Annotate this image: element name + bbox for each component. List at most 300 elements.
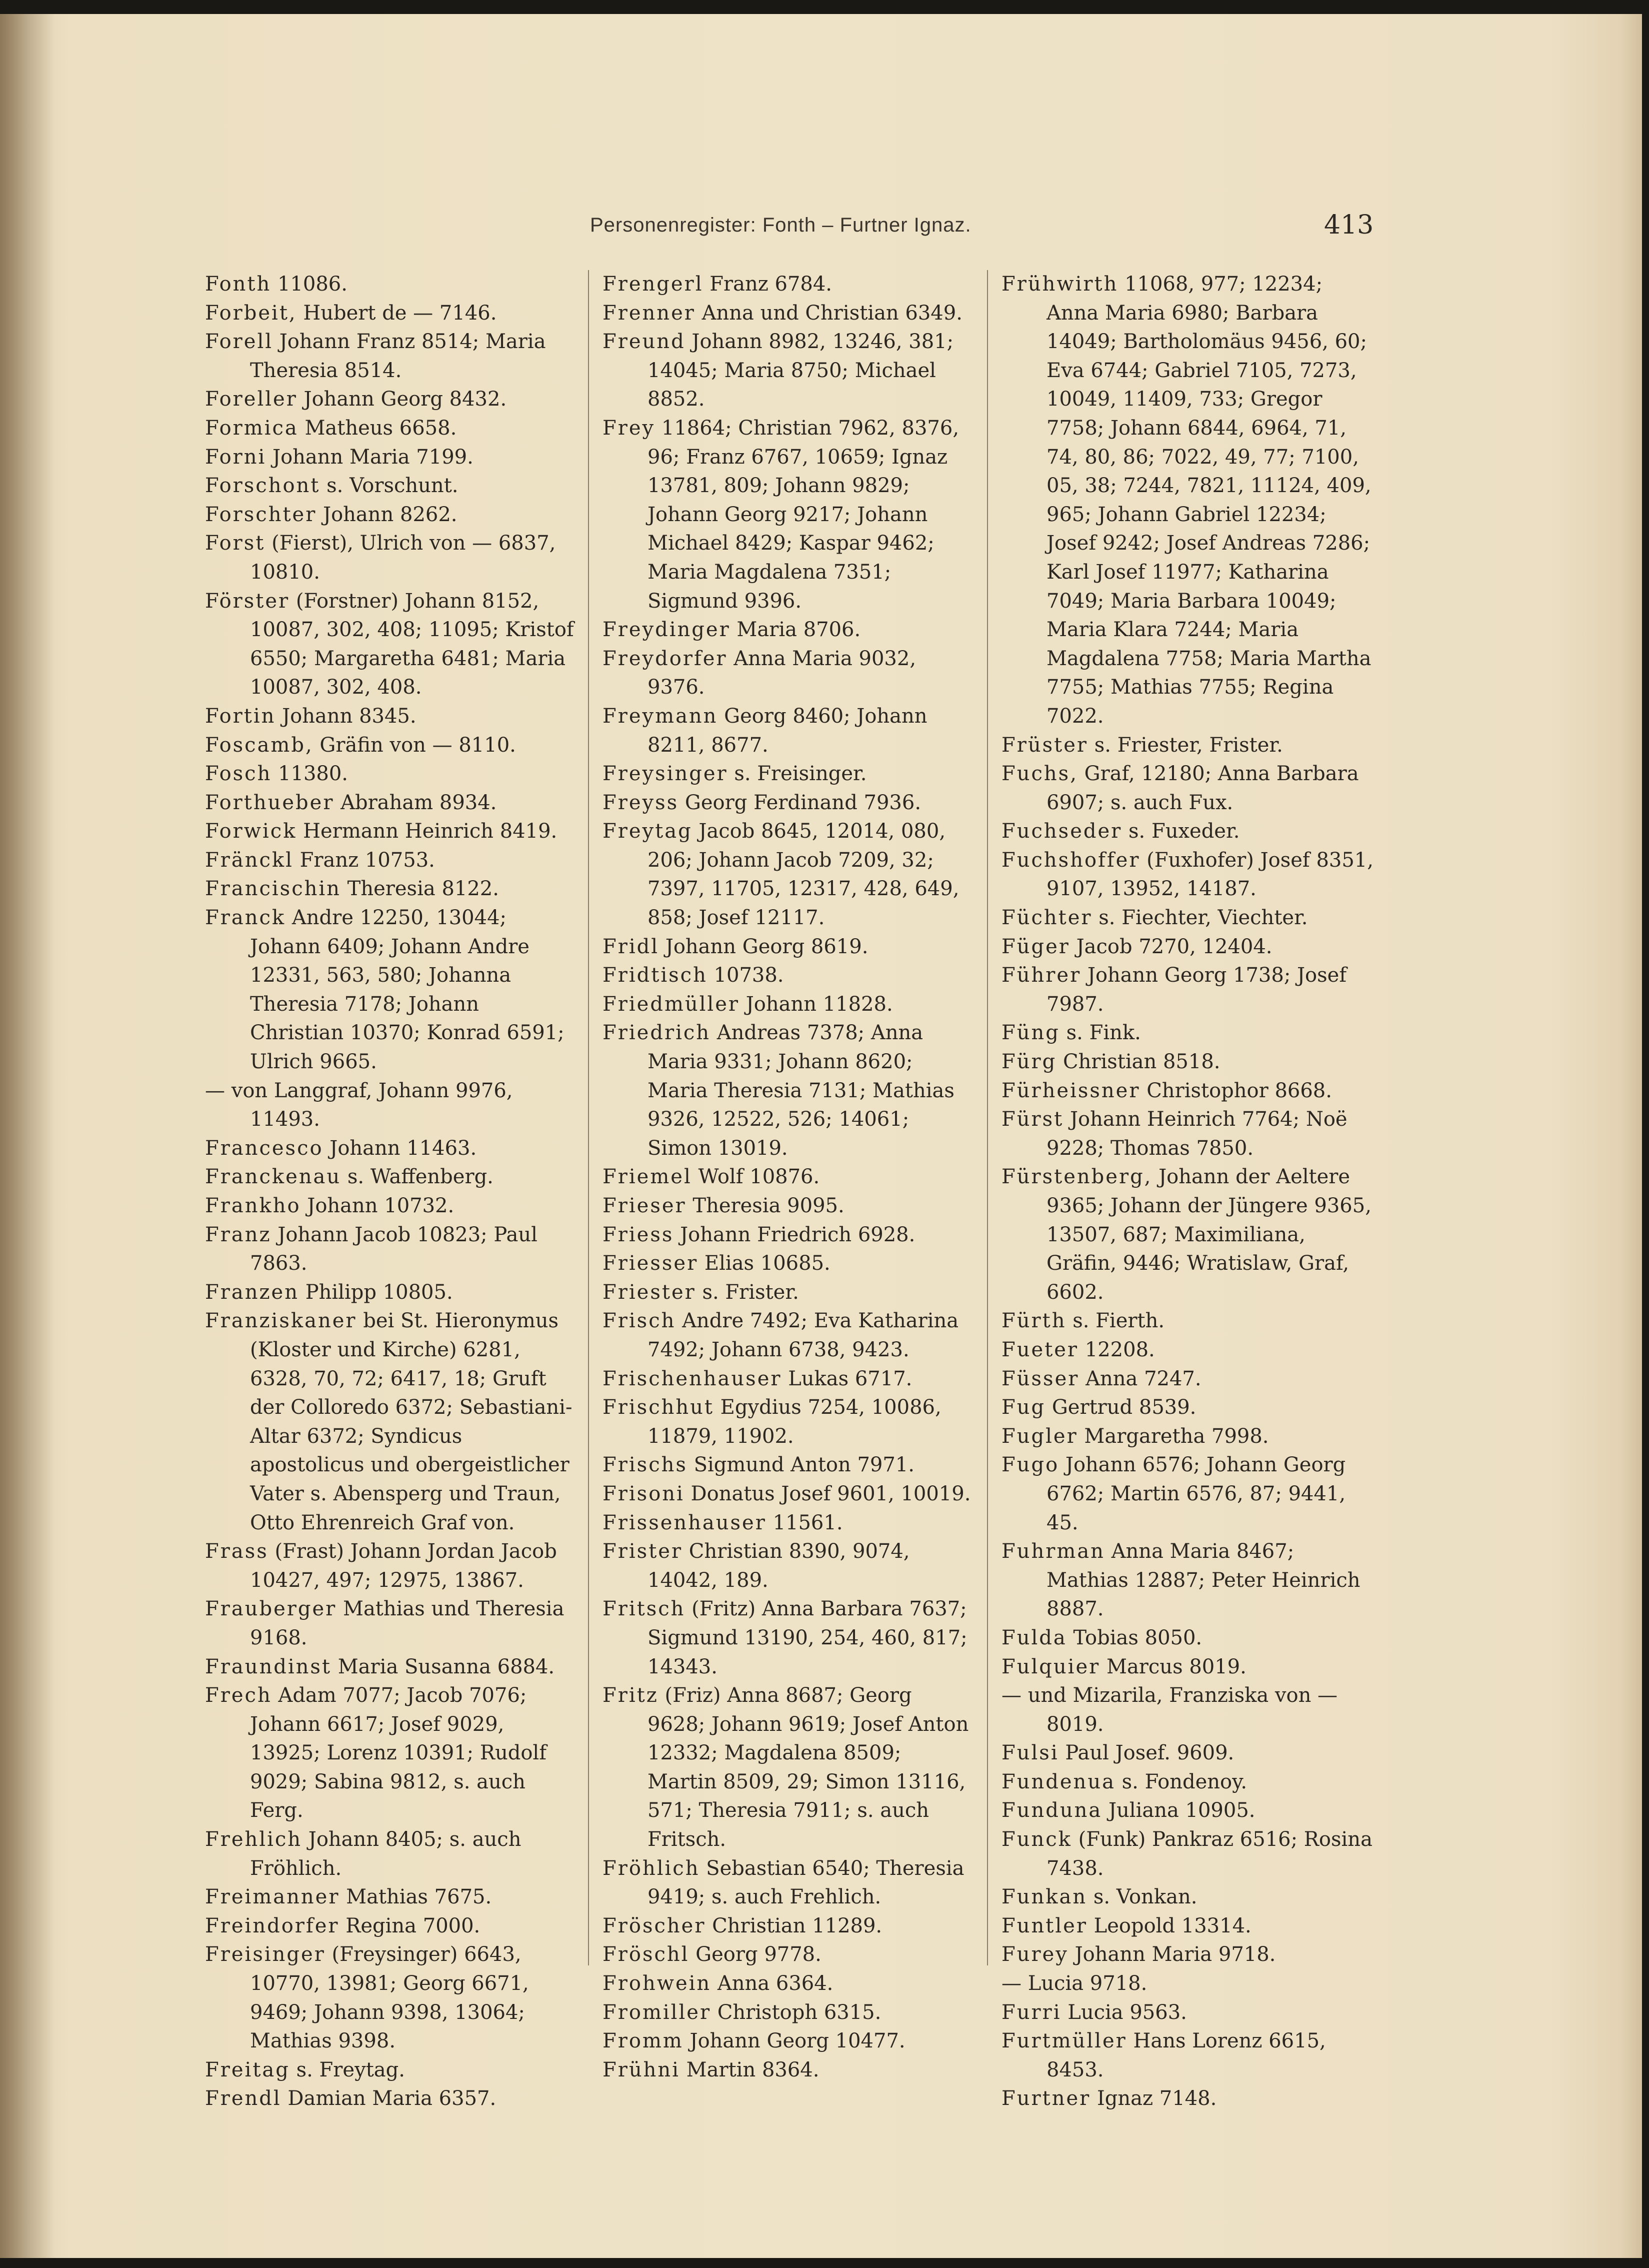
binding-shadow xyxy=(0,0,55,2268)
entry-text: Christophor 8668. xyxy=(1140,1079,1332,1102)
index-entry xyxy=(602,1940,975,1969)
index-entry xyxy=(1002,1451,1374,1537)
entry-headword: Fröschl xyxy=(602,1943,690,1966)
entry-text: Paul Josef. 9609. xyxy=(1058,1741,1234,1765)
index-entry xyxy=(602,760,975,789)
index-entry xyxy=(602,414,975,616)
entry-headword: Fromiller xyxy=(602,2000,712,2024)
index-entry xyxy=(1002,1739,1374,1768)
index-entry xyxy=(602,1912,975,1941)
entry-headword: Frankho xyxy=(205,1194,301,1217)
entry-headword: Freymann xyxy=(602,704,718,728)
index-entry xyxy=(602,616,975,645)
index-entry xyxy=(205,1595,575,1652)
index-entry xyxy=(602,1537,975,1595)
column-divider-2 xyxy=(987,270,988,1965)
entry-text: 11561. xyxy=(766,1511,843,1534)
index-entry xyxy=(205,846,575,875)
index-entry xyxy=(1002,1883,1374,1912)
index-entry xyxy=(602,1393,975,1451)
entry-text: Johann Georg 10477. xyxy=(683,2029,906,2053)
index-entry xyxy=(602,1192,975,1221)
entry-headword: Fortin xyxy=(205,704,276,728)
entry-text: Theresia 9095. xyxy=(686,1194,844,1217)
entry-headword: Francesco xyxy=(205,1136,324,1160)
index-entry xyxy=(205,2056,575,2085)
entry-text: s. Fiechter, Viechter. xyxy=(1092,906,1308,930)
entry-headword: Forthueber xyxy=(205,791,334,814)
entry-headword: Francischin xyxy=(205,877,341,901)
entry-headword: Frissenhauser xyxy=(602,1511,766,1534)
entry-text: — Lucia 9718. xyxy=(1002,1972,1148,1995)
entry-text: Johann 8405; s. auch Fröhlich. xyxy=(250,1828,522,1880)
entry-text: (Forstner) Johann 8152, 10087, 302, 408; 11095; Kristof 6550; Margaretha 6481; Maria 10087, 302, 408. xyxy=(250,589,574,699)
index-entry xyxy=(602,789,975,818)
entry-text: s. Waffenberg. xyxy=(341,1165,494,1189)
entry-text: Juliana 10905. xyxy=(1102,1799,1256,1822)
entry-text: Adam 7077; Jacob 7076; Johann 6617; Josef 9029, 13925; Lorenz 10391; Rudolf 9029; Sabina 9812, s. auch Ferg. xyxy=(250,1684,547,1822)
entry-headword: Franckenau xyxy=(205,1165,342,1189)
entry-headword: Freydorfer xyxy=(602,647,728,670)
entry-headword: Frengerl xyxy=(602,273,704,296)
entry-text: Gräfin von — 8110. xyxy=(313,733,516,757)
entry-headword: Förster xyxy=(205,589,290,613)
index-entry xyxy=(602,1509,975,1538)
entry-text: Anna und Christian 6349. xyxy=(695,301,962,325)
entry-text: Lukas 6717. xyxy=(782,1367,912,1390)
entry-text: Johann Maria 9718. xyxy=(1068,1943,1276,1966)
index-entry xyxy=(205,414,575,443)
index-entry xyxy=(1002,904,1374,933)
entry-text: s. Fink. xyxy=(1060,1021,1141,1045)
entry-text: 10738. xyxy=(707,964,784,987)
index-entry xyxy=(1002,817,1374,846)
index-entry xyxy=(205,1681,575,1825)
entry-text: Ignaz 7148. xyxy=(1090,2087,1217,2110)
entry-text: — und Mizarila, Franziska von — 8019. xyxy=(1002,1684,1338,1736)
entry-text: Mathias und Theresia 9168. xyxy=(250,1597,564,1649)
running-header: Personenregister: Fonth – Furtner Ignaz. xyxy=(590,214,972,236)
entry-text: Christian 8518. xyxy=(1056,1050,1220,1074)
index-entry xyxy=(602,1595,975,1681)
entry-headword: Fridl xyxy=(602,935,660,958)
entry-text: Martin 8364. xyxy=(680,2058,820,2081)
scan-edge-right xyxy=(1642,0,1649,2268)
entry-headword: Furtmüller xyxy=(1002,2029,1127,2053)
entry-text: (Fritz) Anna Barbara 7637; Sigmund 13190, 254, 460, 817; 14343. xyxy=(648,1597,968,1678)
entry-text: Marcus 8019. xyxy=(1100,1655,1246,1678)
entry-headword: Frohwein xyxy=(602,1972,712,1995)
entry-text: 11086. xyxy=(271,273,348,296)
index-entry xyxy=(602,645,975,702)
entry-text: Lucia 9563. xyxy=(1061,2000,1187,2024)
index-entry xyxy=(602,1249,975,1278)
entry-text: Johann Georg 8432. xyxy=(297,388,507,411)
index-column-3 xyxy=(1002,270,1374,2113)
index-entry xyxy=(1002,1768,1374,1797)
entry-text: s. Fondenoy. xyxy=(1115,1770,1248,1793)
index-entry xyxy=(1002,1653,1374,1682)
index-entry xyxy=(1002,1163,1374,1307)
index-entry xyxy=(205,731,575,760)
entry-text: Johann 8345. xyxy=(276,704,416,728)
entry-text: s. Friester, Frister. xyxy=(1088,733,1283,757)
index-entry xyxy=(1002,1681,1374,1739)
scan-edge-bottom xyxy=(0,2258,1649,2268)
entry-text: Theresia 8122. xyxy=(340,877,499,901)
entry-text: Sigmund Anton 7971. xyxy=(687,1453,914,1477)
index-entry xyxy=(1002,760,1374,817)
index-entry xyxy=(602,270,975,299)
index-entry xyxy=(205,1883,575,1912)
entry-text: Anna 7247. xyxy=(1079,1367,1202,1390)
entry-text: Egydius 7254, 10086, 11879, 11902. xyxy=(648,1396,942,1448)
entry-text: Andre 7492; Eva Katharina 7492; Johann 6738, 9423. xyxy=(648,1309,959,1361)
index-entry xyxy=(205,529,575,587)
index-entry xyxy=(205,789,575,818)
entry-text: Johann 8982, 13246, 381; 14045; Maria 8750; Michael 8852. xyxy=(648,330,954,411)
index-entry xyxy=(205,702,575,731)
entry-headword: Funck xyxy=(1002,1828,1072,1851)
entry-headword: Fritsch xyxy=(602,1597,686,1621)
entry-headword: Frenner xyxy=(602,301,696,325)
entry-headword: Fugo xyxy=(1002,1453,1060,1477)
index-entry xyxy=(1002,2027,1374,2084)
index-entry xyxy=(1002,1336,1374,1365)
entry-headword: Fug xyxy=(1002,1396,1046,1419)
entry-text: s. Vonkan. xyxy=(1087,1885,1198,1909)
index-entry xyxy=(602,817,975,932)
index-entry xyxy=(602,1480,975,1509)
entry-headword: Forell xyxy=(205,330,274,354)
entry-headword: Furri xyxy=(1002,2000,1062,2024)
entry-headword: Fröscher xyxy=(602,1914,706,1937)
index-entry xyxy=(1002,1998,1374,2027)
entry-headword: Franck xyxy=(205,906,286,930)
index-entry xyxy=(205,587,575,702)
entry-headword: Fürth xyxy=(1002,1309,1066,1333)
entry-headword: Friester xyxy=(602,1280,696,1304)
entry-headword: Fuchshoffer xyxy=(1002,848,1140,872)
index-entry xyxy=(1002,1422,1374,1451)
index-column-1 xyxy=(205,270,575,2113)
entry-text: Graf, 12180; Anna Barbara 6907; s. auch Fux. xyxy=(1046,762,1359,814)
entry-text: Margaretha 7998. xyxy=(1078,1424,1269,1448)
entry-headword: Furtner xyxy=(1002,2087,1091,2110)
index-entry xyxy=(205,1307,575,1537)
entry-text: Anna Maria 9032, 9376. xyxy=(648,647,916,699)
entry-text: Elias 10685. xyxy=(698,1252,830,1275)
index-entry xyxy=(602,1019,975,1163)
entry-text: — von Langgraf, Johann 9976, 11493. xyxy=(205,1079,513,1131)
entry-text: s. Fierth. xyxy=(1066,1309,1165,1333)
entry-headword: Fulda xyxy=(1002,1626,1067,1649)
entry-headword: Frischs xyxy=(602,1453,688,1477)
entry-headword: Fridtisch xyxy=(602,964,708,987)
entry-text: Johann 10732. xyxy=(300,1194,454,1217)
index-entry xyxy=(205,270,575,299)
entry-text: Damian Maria 6357. xyxy=(281,2087,496,2110)
index-entry xyxy=(205,760,575,789)
entry-text: Wolf 10876. xyxy=(692,1165,820,1189)
entry-headword: Fritz xyxy=(602,1684,658,1707)
index-entry xyxy=(205,1912,575,1941)
entry-headword: Freysinger xyxy=(602,762,728,786)
entry-text: Sebastian 6540; Theresia 9419; s. auch Frehlich. xyxy=(648,1856,964,1909)
entry-text: (Friz) Anna 8687; Georg 9628; Johann 9619; Josef Anton 12332; Magdalena 8509; Martin 8509, 29; Simon 13116, 571; Theresia 7911; s. auch Fritsch. xyxy=(648,1684,969,1851)
entry-text: Johann Georg 8619. xyxy=(659,935,868,958)
index-entry xyxy=(205,1077,575,1134)
index-entry xyxy=(602,933,975,962)
entry-headword: Führer xyxy=(1002,964,1082,987)
index-entry xyxy=(205,875,575,904)
entry-text: 11380. xyxy=(272,762,348,786)
index-entry xyxy=(1002,1077,1374,1106)
index-entry xyxy=(205,328,575,385)
entry-text: bei St. Hieronymus (Kloster und Kirche) 6281, 6328, 70, 72; 6417, 18; Gruft der Colloredo 6372; Sebastiani-Altar 6372; Syndicus apostolicus und obergeistlicher Vater s. Abensperg und Traun, Otto Ehrenreich Graf von. xyxy=(250,1309,572,1534)
entry-headword: Friemel xyxy=(602,1165,692,1189)
entry-text: 11864; Christian 7962, 8376, 96; Franz 6767, 10659; Ignaz 13781, 809; Johann 9829; Johann Georg 9217; Johann Michael 8429; Kaspar 9462; Maria Magdalena 7351; Sigmund 9396. xyxy=(648,416,960,613)
index-entry xyxy=(1002,270,1374,731)
entry-text: Georg 8460; Johann 8211, 8677. xyxy=(648,704,928,757)
entry-headword: Furey xyxy=(1002,1943,1068,1966)
entry-text: Hans Lorenz 6615, 8453. xyxy=(1046,2029,1326,2081)
entry-text: Georg 9778. xyxy=(689,1943,822,1966)
index-entry xyxy=(1002,1019,1374,1048)
entry-text: Franz 10753. xyxy=(293,848,435,872)
entry-headword: Fundenua xyxy=(1002,1770,1116,1793)
index-entry xyxy=(1002,1393,1374,1422)
entry-text: Andre 12250, 13044; Johann 6409; Johann Andre 12331, 563, 580; Johanna Theresia 7178; Johann Christian 10370; Konrad 6591; Ulrich 9665. xyxy=(250,906,564,1074)
entry-headword: Freyss xyxy=(602,791,679,814)
entry-headword: Fugler xyxy=(1002,1424,1078,1448)
entry-text: Andreas 7378; Anna Maria 9331; Johann 8620; Maria Theresia 7131; Mathias 9326, 12522, 526; 14061; Simon 13019. xyxy=(648,1021,954,1160)
entry-headword: Funtler xyxy=(1002,1914,1088,1937)
entry-headword: Forst xyxy=(205,532,266,555)
index-entry xyxy=(602,1451,975,1480)
entry-text: Georg Ferdinand 7936. xyxy=(678,791,922,814)
entry-text: Maria Susanna 6884. xyxy=(332,1655,555,1678)
entry-headword: Fosch xyxy=(205,762,272,786)
entry-text: Jacob 7270, 12404. xyxy=(1070,935,1272,958)
index-entry xyxy=(1002,1307,1374,1336)
entry-text: (Funk) Pankraz 6516; Rosina 7438. xyxy=(1046,1828,1372,1880)
entry-headword: Freytag xyxy=(602,820,692,843)
index-entry xyxy=(602,1307,975,1364)
entry-text: (Fierst), Ulrich von — 6837, 10810. xyxy=(250,532,556,584)
index-entry xyxy=(1002,846,1374,904)
entry-text: Johann Franz 8514; Maria Theresia 8514. xyxy=(250,330,546,382)
index-entry xyxy=(205,443,575,472)
index-entry xyxy=(602,1854,975,1912)
index-entry xyxy=(602,328,975,414)
entry-text: Christoph 6315. xyxy=(711,2000,882,2024)
entry-text: Johann 11463. xyxy=(323,1136,477,1160)
index-entry xyxy=(1002,2084,1374,2113)
index-entry xyxy=(205,1163,575,1192)
index-entry xyxy=(205,385,575,414)
index-entry xyxy=(1002,1365,1374,1394)
index-entry xyxy=(602,1365,975,1394)
entry-text: Johann der Aeltere 9365; Johann der Jüngere 9365, 13507, 687; Maximiliana, Gräfin, 9446; Wratislaw, Graf, 6602. xyxy=(1046,1165,1372,1304)
entry-headword: Freund xyxy=(602,330,686,354)
index-entry xyxy=(205,1192,575,1221)
entry-headword: Friedrich xyxy=(602,1021,711,1045)
entry-text: (Frast) Johann Jordan Jacob 10427, 497; 12975, 13867. xyxy=(250,1540,557,1592)
entry-headword: Franzen xyxy=(205,1280,299,1304)
index-entry xyxy=(602,1221,975,1250)
entry-headword: Freisinger xyxy=(205,1943,326,1966)
index-entry xyxy=(1002,1940,1374,1969)
scan-edge-top xyxy=(0,0,1649,14)
index-entry xyxy=(1002,1825,1374,1883)
index-entry xyxy=(602,990,975,1019)
entry-headword: Füng xyxy=(1002,1021,1060,1045)
entry-text: Christian 11289. xyxy=(706,1914,882,1937)
entry-text: Johann Jacob 10823; Paul 7863. xyxy=(250,1223,538,1275)
entry-text: (Freysinger) 6643, 10770, 13981; Georg 6671, 9469; Johann 9398, 13064; Mathias 9398. xyxy=(250,1943,529,2053)
entry-headword: Fränckl xyxy=(205,848,294,872)
entry-headword: Fuchseder xyxy=(1002,820,1122,843)
entry-text: Johann Georg 1738; Josef 7987. xyxy=(1046,964,1347,1016)
entry-headword: Frister xyxy=(602,1540,683,1563)
entry-headword: Franziskaner xyxy=(205,1309,357,1333)
entry-headword: Fuchs, xyxy=(1002,762,1078,786)
entry-headword: Foscamb, xyxy=(205,733,314,757)
entry-headword: Füchter xyxy=(1002,906,1092,930)
entry-text: Johann Friedrich 6928. xyxy=(674,1223,916,1246)
index-entry xyxy=(205,1221,575,1278)
index-entry xyxy=(205,299,575,328)
entry-headword: Fürheissner xyxy=(1002,1079,1140,1102)
entry-headword: Frey xyxy=(602,416,656,440)
entry-text: Philipp 10805. xyxy=(299,1280,453,1304)
entry-text: Anna Maria 8467; Mathias 12887; Peter Heinrich 8887. xyxy=(1046,1540,1360,1621)
entry-text: Franz 6784. xyxy=(703,273,832,296)
entry-text: s. Fuxeder. xyxy=(1122,820,1240,843)
entry-text: Johann 6576; Johann Georg 6762; Martin 6576, 87; 9441, 45. xyxy=(1046,1453,1346,1534)
entry-headword: Fuhrman xyxy=(1002,1540,1105,1563)
entry-headword: Frisoni xyxy=(602,1482,684,1505)
entry-text: (Fuxhofer) Josef 8351, 9107, 13952, 14187. xyxy=(1046,848,1374,901)
entry-text: Matheus 6658. xyxy=(298,416,457,440)
entry-headword: Fürg xyxy=(1002,1050,1057,1074)
index-entry xyxy=(205,817,575,846)
entry-headword: Forschter xyxy=(205,503,317,526)
page-number: 413 xyxy=(1324,210,1374,240)
entry-headword: Friedmüller xyxy=(602,992,740,1016)
entry-headword: Frauberger xyxy=(205,1597,337,1621)
entry-text: s. Freytag. xyxy=(290,2058,405,2081)
entry-text: Christian 8390, 9074, 14042, 189. xyxy=(648,1540,910,1592)
entry-headword: Fürst xyxy=(1002,1108,1064,1131)
index-entry xyxy=(1002,1912,1374,1941)
entry-text: s. Vorschunt. xyxy=(320,474,458,498)
entry-headword: Fonth xyxy=(205,273,272,296)
entry-headword: Fürstenberg, xyxy=(1002,1165,1152,1189)
entry-text: 11068, 977; 12234; Anna Maria 6980; Barbara 14049; Bartholomäus 9456, 60; Eva 6744; Gabriel 7105, 7273, 10049, 11409, 733; Gregor 7758; Johann 6844, 6964, 71, 74, 80, 86; 7022, 49, 77; 7100, 05, 38; 7244, 7821, 11124, 409, 965; Johann Gabriel 12234; Josef 9242; Josef Andreas 7286; Karl Josef 11977; Katharina 7049; Maria Barbara 10049; Maria Klara 7244; Maria Magdalena 7758; Maria Martha 7755; Mathias 7755; Regina 7022. xyxy=(1046,273,1372,728)
entry-text: Maria 8706. xyxy=(730,618,861,642)
entry-headword: Frendl xyxy=(205,2087,282,2110)
index-entry xyxy=(1002,933,1374,962)
index-entry xyxy=(205,1940,575,2055)
index-entry xyxy=(1002,1048,1374,1077)
entry-headword: Frühwirth xyxy=(1002,273,1118,296)
index-entry xyxy=(205,904,575,1077)
entry-headword: Formica xyxy=(205,416,298,440)
entry-text: Hermann Heinrich 8419. xyxy=(296,820,558,843)
entry-headword: Frech xyxy=(205,1684,272,1707)
entry-text: Tobias 8050. xyxy=(1066,1626,1202,1649)
entry-text: 12208. xyxy=(1078,1338,1155,1361)
entry-headword: Fulquier xyxy=(1002,1655,1100,1678)
entry-headword: Freimanner xyxy=(205,1885,340,1909)
entry-headword: Früster xyxy=(1002,733,1088,757)
entry-headword: Forni xyxy=(205,445,266,469)
entry-text: Mathias 7675. xyxy=(340,1885,492,1909)
entry-text: Jacob 8645, 12014, 080, 206; Johann Jacob 7209, 32; 7397, 11705, 12317, 428, 649, 858; Josef 12117. xyxy=(648,820,960,930)
entry-text: Johann Maria 7199. xyxy=(266,445,474,469)
entry-headword: Forbeit, xyxy=(205,301,297,325)
index-entry xyxy=(1002,1624,1374,1653)
index-entry xyxy=(205,1278,575,1307)
index-entry xyxy=(602,1278,975,1307)
entry-headword: Freydinger xyxy=(602,618,730,642)
index-entry xyxy=(1002,961,1374,1019)
index-entry xyxy=(205,1653,575,1682)
entry-text: Donatus Josef 9601, 10019. xyxy=(684,1482,971,1505)
entry-headword: Franz xyxy=(205,1223,272,1246)
entry-text: Johann 8262. xyxy=(316,503,458,526)
index-entry xyxy=(602,702,975,760)
index-entry xyxy=(1002,1537,1374,1624)
index-entry xyxy=(205,1134,575,1163)
entry-headword: Fröhlich xyxy=(602,1856,700,1880)
entry-headword: Frischhut xyxy=(602,1396,714,1419)
entry-headword: Friesser xyxy=(602,1252,698,1275)
entry-headword: Füsser xyxy=(1002,1367,1080,1390)
index-entry xyxy=(602,2027,975,2056)
entry-headword: Frehlich xyxy=(205,1828,302,1851)
entry-headword: Forwick xyxy=(205,820,297,843)
entry-text: Regina 7000. xyxy=(339,1914,480,1937)
entry-headword: Frieser xyxy=(602,1194,686,1217)
entry-headword: Frisch xyxy=(602,1309,676,1333)
entry-headword: Frühni xyxy=(602,2058,680,2081)
index-entry xyxy=(205,472,575,501)
index-entry xyxy=(1002,1105,1374,1163)
entry-headword: Frischenhauser xyxy=(602,1367,782,1390)
index-entry xyxy=(602,1969,975,1998)
entry-headword: Frass xyxy=(205,1540,268,1563)
index-entry xyxy=(205,1825,575,1883)
index-entry xyxy=(1002,731,1374,760)
entry-text: Hubert de — 7146. xyxy=(296,301,497,325)
entry-headword: Fraundinst xyxy=(205,1655,332,1678)
entry-text: Leopold 13314. xyxy=(1087,1914,1252,1937)
entry-text: Johann 11828. xyxy=(740,992,893,1016)
entry-text: Gertrud 8539. xyxy=(1046,1396,1196,1419)
index-entry xyxy=(602,2056,975,2085)
entry-headword: Funkan xyxy=(1002,1885,1088,1909)
index-entry xyxy=(1002,1969,1374,1998)
index-entry xyxy=(602,299,975,328)
index-entry xyxy=(205,501,575,530)
entry-headword: Fulsi xyxy=(1002,1741,1059,1765)
entry-text: s. Frister. xyxy=(696,1280,799,1304)
index-entry xyxy=(602,1163,975,1192)
entry-text: Johann Heinrich 7764; Noë 9228; Thomas 7850. xyxy=(1046,1108,1348,1160)
